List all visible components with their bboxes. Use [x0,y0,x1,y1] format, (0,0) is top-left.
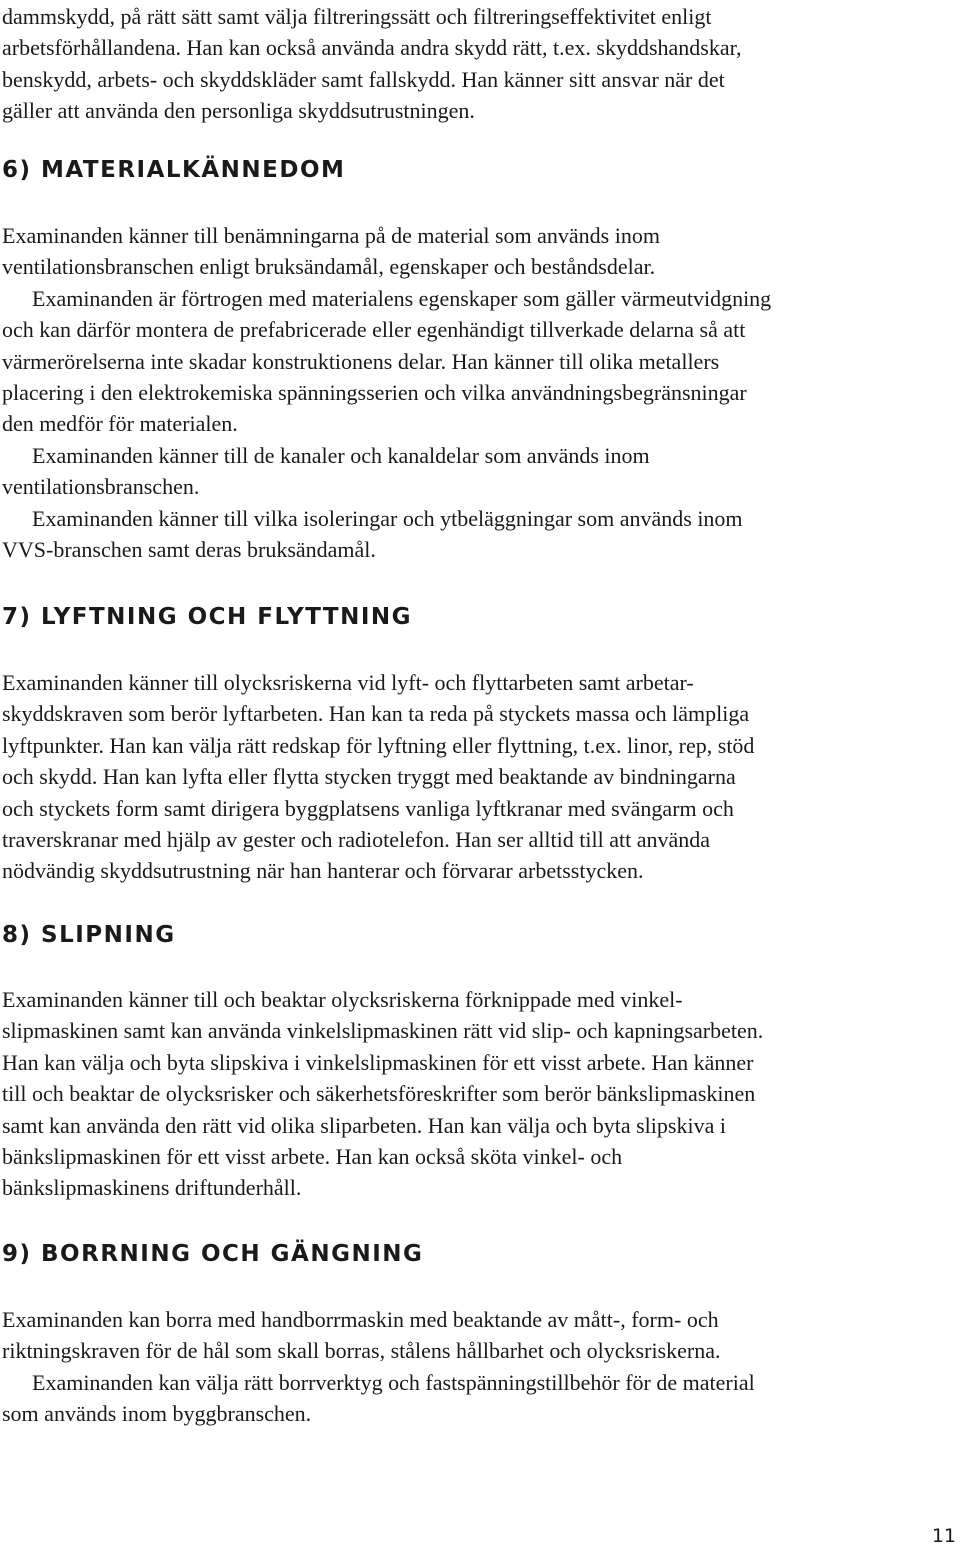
text-line: ventilationsbranschen enligt bruksändamål, egenskaper och beståndsdelar. [2,254,656,280]
intro-paragraph [2,1,958,127]
text-line: lyftpunkter. Han kan välja rätt redskap för lyftning eller flyttning, t.ex. linor, rep, stöd [2,732,755,758]
text-line: Examinanden känner till benämningarna på de material som används inom [2,223,660,248]
text-line: traverskranar med hjälp av gester och radiotelefon. Han ser alltid till att använda [2,827,710,853]
text-line: placering i den elektrokemiska spänningsserien och vilka användningsbegränsningar [2,380,747,406]
text-line: Examinanden känner till och beaktar olycksriskerna förknippade med vinkel- [2,987,683,1012]
text-line: och skydd. Han kan lyfta eller flytta stycken tryggt med beaktande av bindningarna [2,764,736,790]
text-line: nödvändig skyddsutrustning när han hanterar och förvarar arbetsstycken. [2,858,644,884]
text-line: bänkslipmaskinen för ett visst arbete. Han kan också sköta vinkel- och [2,1144,623,1170]
text-line: dammskydd, på rätt sätt samt välja filtreringssätt och filtreringseffektivitet enligt [2,4,712,29]
text-line: samt kan använda den rätt vid olika sliparbeten. Han kan välja och byta slipskiva i [2,1112,726,1138]
text-line: arbetsförhållandena. Han kan också använda andra skydd rätt, t.ex. skyddshandskar, [2,35,742,61]
text-line: skyddskraven som berör lyftarbeten. Han kan ta reda på styckets massa och lämpliga [2,701,750,727]
text-line: Examinanden är förtrogen med materialens egenskaper som gäller värmeutvidgning [32,285,772,311]
text-line: ventilationsbranschen. [2,474,200,500]
text-line: gäller att använda den personliga skyddsutrustningen. [2,98,475,124]
text-line: och kan därför montera de prefabricerade eller egenhändigt tillverkade delarna så att [2,317,746,343]
page-number: 11 [931,1525,956,1547]
text-line: Examinanden kan borra med handborrmaskin med beaktande av mått-, form- och [2,1307,719,1332]
section-8-body [2,984,958,1204]
section-9-body [2,1304,958,1430]
section-6-body [2,220,958,565]
text-line: som används inom byggbranschen. [2,1401,312,1427]
text-line: bänkslipmaskinens driftunderhåll. [2,1175,302,1201]
text-line: Examinanden känner till vilka isoleringar och ytbeläggningar som används inom [32,505,743,531]
section-8-heading: 8) SLIPNING [2,922,176,948]
text-line: slipmaskinen samt kan använda vinkelslipmaskinen rätt vid slip- och kapningsarbeten. [2,1018,764,1044]
section-9-heading: 9) BORRNING OCH GÄNGNING [2,1241,424,1267]
text-line: värmerörelserna inte skadar konstruktionens delar. Han känner till olika metallers [2,348,720,374]
text-line: riktningskraven för de hål som skall borras, stålens hållbarhet och olycksriskerna. [2,1338,721,1364]
section-7-heading: 7) LYFTNING OCH FLYTTNING [2,604,413,630]
text-line: Examinanden känner till olycksriskerna vid lyft- och flyttarbeten samt arbetar- [2,670,694,695]
section-6-heading: 6) MATERIALKÄNNEDOM [2,157,346,183]
text-line: VVS-branschen samt deras bruksändamål. [2,537,376,563]
text-line: Han kan välja och byta slipskiva i vinkelslipmaskinen för ett visst arbete. Han känner [2,1049,754,1075]
text-line: den medför för materialen. [2,411,238,437]
text-line: benskydd, arbets- och skyddskläder samt fallskydd. Han känner sitt ansvar när det [2,66,725,92]
text-line: till och beaktar de olycksrisker och säkerhetsföreskrifter som berör bänkslipmaskinen [2,1081,756,1107]
text-line: Examinanden känner till de kanaler och kanaldelar som används inom [32,442,650,468]
text-line: Examinanden kan välja rätt borrverktyg och fastspänningstillbehör för de material [32,1369,755,1395]
section-7-body [2,667,958,887]
text-line: och styckets form samt dirigera byggplatsens vanliga lyftkranar med svängarm och [2,795,734,821]
